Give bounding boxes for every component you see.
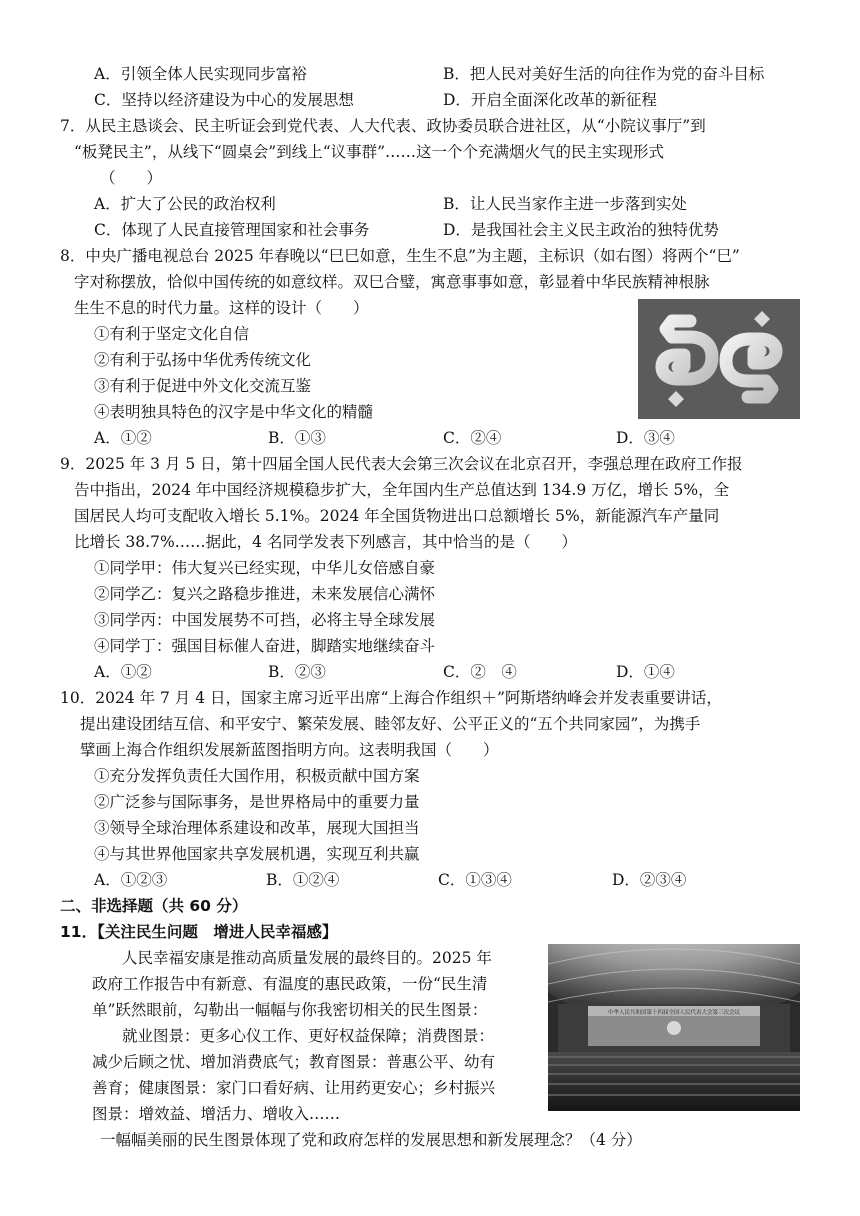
q10-statement-3: ③领导全球治理体系建设和改革，展现大国担当 xyxy=(94,819,420,837)
q10-option-a: A．①②③ xyxy=(94,871,168,889)
q11-para-line4: 就业图景：更多心仪工作、更好权益保障；消费图景： xyxy=(122,1027,495,1045)
q9-option-d: D．①④ xyxy=(616,663,675,681)
q10-option-c: C．①③④ xyxy=(438,871,512,889)
q7-option-b: B．让人民当家作主进一步落到实处 xyxy=(443,195,687,213)
q9-option-c: C．② ④ xyxy=(443,663,517,681)
q8-statement-2: ②有利于弘扬中华优秀传统文化 xyxy=(94,351,312,369)
q11-para-line5: 减少后顾之忧、增加消费底气；教育图景：普惠公平、幼有 xyxy=(92,1053,496,1071)
q9-stem-line4: 比增长 38.7%……据此，4 名同学发表下列感言，其中恰当的是（ ） xyxy=(74,533,577,551)
q6-option-a: A．引领全体人民实现同步富裕 xyxy=(94,65,307,83)
q9-stem-line2: 告中指出，2024 年中国经济规模稳步扩大，全年国内生产总值达到 134.9 万亿，增长 5%，全 xyxy=(74,481,730,499)
section-heading: 二、非选择题（共 60 分） xyxy=(60,897,248,915)
q8-stem-line2: 字对称摆放，恰似中国传统的如意纹样。双巳合璧，寓意事事如意，彰显着中华民族精神根脉 xyxy=(74,273,710,291)
q11-para-line1: 人民幸福安康是推动高质量发展的最终目的。2025 年 xyxy=(122,949,492,967)
q9-stem-line3: 国居民人均可支配收入增长 5.1%。2024 年全国货物进出口总额增长 5%，新能源汽车产量同 xyxy=(74,507,720,525)
q7-option-a: A．扩大了公民的政治权利 xyxy=(94,195,276,213)
q10-option-b: B．①②④ xyxy=(266,871,340,889)
q8-statement-4: ④表明独具特色的汉字是中华文化的精髓 xyxy=(94,403,374,421)
npc-session-photo xyxy=(548,944,800,1111)
q11-para-line3: 单”跃然眼前，勾勒出一幅幅与你我密切相关的民生图景： xyxy=(92,1001,488,1019)
q10-stem-line1: 10．2024 年 7 月 4 日，国家主席习近平出席“上海合作组织＋”阿斯塔纳峰会并发表重要讲话， xyxy=(60,689,722,707)
q9-statement-2: ②同学乙：复兴之路稳步推进，未来发展信心满怀 xyxy=(94,585,436,603)
q10-statement-2: ②广泛参与国际事务，是世界格局中的重要力量 xyxy=(94,793,420,811)
q9-option-a: A．①② xyxy=(94,663,152,681)
q8-statement-3: ③有利于促进中外文化交流互鉴 xyxy=(94,377,312,395)
q7-stem-line2: “板凳民主”，从线下“圆桌会”到线上“议事群”……这一个个充满烟火气的民主实现形式 xyxy=(74,143,665,161)
great-hall-photo-icon xyxy=(548,944,800,1111)
q7-option-d: D．是我国社会主义民主政治的独特优势 xyxy=(443,221,719,239)
q9-statement-1: ①同学甲：伟大复兴已经实现，中华儿女倍感自豪 xyxy=(94,559,436,577)
q6-option-d: D．开启全面深化改革的新征程 xyxy=(443,91,657,109)
q7-stem-line1: 7．从民主恳谈会、民主听证会到党代表、人大代表、政协委员联合进社区，从“小院议事厅”到 xyxy=(60,117,706,135)
q8-stem-line3: 生生不息的时代力量。这样的设计（ ） xyxy=(74,299,369,317)
photo-banner-text: 中华人民共和国第十四届全国人民代表大会第三次会议 xyxy=(607,1010,741,1016)
q10-statement-4: ④与其世界他国家共享发展机遇，实现互利共赢 xyxy=(94,845,420,863)
double-si-logo-icon xyxy=(638,299,800,419)
q10-statement-1: ①充分发挥负责任大国作用，积极贡献中国方案 xyxy=(94,767,420,785)
gala-logo-image xyxy=(638,299,800,419)
q8-option-b: B．①③ xyxy=(268,429,326,447)
q9-stem-line1: 9．2025 年 3 月 5 日，第十四届全国人民代表大会第三次会议在北京召开，李强总理在政府工作报 xyxy=(60,455,743,473)
q10-stem-line2: 提出建设团结互信、和平安宁、繁荣发展、睦邻友好、公平正义的“五个共同家园”，为携手 xyxy=(80,715,701,733)
q11-para-line2: 政府工作报告中有新意、有温度的惠民政策，一份“民生清 xyxy=(92,975,488,993)
q8-option-c: C．②④ xyxy=(443,429,502,447)
q9-option-b: B．②③ xyxy=(268,663,326,681)
q9-statement-3: ③同学丙：中国发展势不可挡，必将主导全球发展 xyxy=(94,611,436,629)
q8-statement-1: ①有利于坚定文化自信 xyxy=(94,325,250,343)
q10-stem-line3: 擘画上海合作组织发展新蓝图指明方向。这表明我国（ ） xyxy=(80,741,499,759)
q11-para-line7: 图景：增效益、增活力、增收入…… xyxy=(92,1105,341,1123)
q11-title: 11．【关注民生问题 增进人民幸福感】 xyxy=(60,923,338,941)
q8-stem-line1: 8．中央广播电视总台 2025 年春晚以“巳巳如意，生生不息”为主题，主标识（如右图）将两个“巳” xyxy=(60,247,740,265)
q6-option-c: C．坚持以经济建设为中心的发展思想 xyxy=(94,91,354,109)
q11-para-line6: 善育；健康图景：家门口看好病、让用药更安心；乡村振兴 xyxy=(92,1079,496,1097)
q7-stem-line3: （ ） xyxy=(100,169,163,187)
q8-option-a: A．①② xyxy=(94,429,152,447)
q8-option-d: D．③④ xyxy=(616,429,675,447)
q9-statement-4: ④同学丁：强国目标催人奋进，脚踏实地继续奋斗 xyxy=(94,637,436,655)
q6-option-b: B．把人民对美好生活的向往作为党的奋斗目标 xyxy=(443,65,765,83)
q11-question: 一幅幅美丽的民生图景体现了党和政府怎样的发展思想和新发展理念？（4 分） xyxy=(100,1131,642,1149)
q7-option-c: C．体现了人民直接管理国家和社会事务 xyxy=(94,221,370,239)
q10-option-d: D．②③④ xyxy=(612,871,687,889)
